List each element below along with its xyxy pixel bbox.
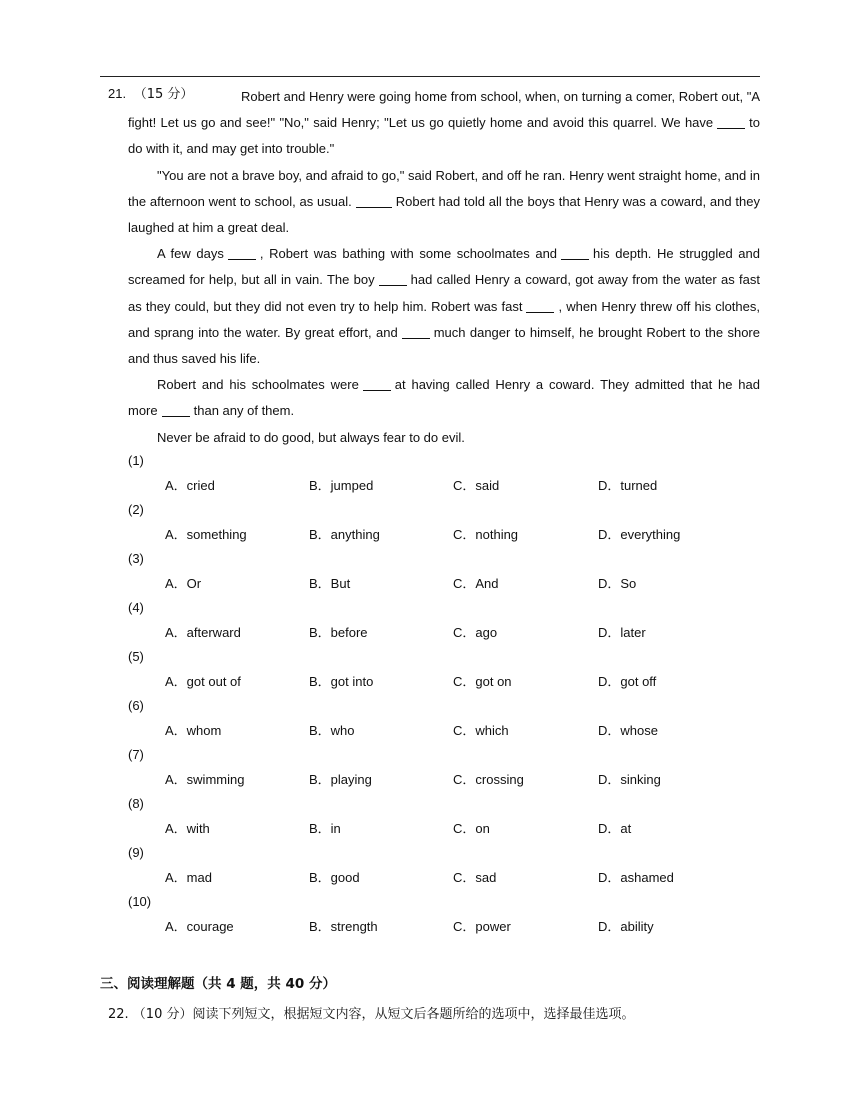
option-row	[128, 522, 760, 547]
option-c[interactable]: C．got on	[453, 674, 512, 689]
option-d[interactable]: D．sinking	[598, 772, 661, 787]
blank-2	[717, 116, 745, 129]
question-number: 21.	[108, 86, 127, 101]
option-c[interactable]: C．said	[453, 478, 500, 493]
option-d[interactable]: D．ability	[598, 919, 654, 934]
option-b[interactable]: B．But	[309, 576, 351, 591]
top-rule	[100, 76, 760, 77]
option-d[interactable]: D．So	[598, 576, 637, 591]
option-a[interactable]: A．cried	[165, 478, 215, 493]
option-row	[128, 571, 760, 596]
option-c[interactable]: C．ago	[453, 625, 498, 640]
option-a[interactable]: A．something	[165, 527, 247, 542]
option-row	[128, 473, 760, 498]
option-number: (8)	[128, 796, 144, 811]
option-b[interactable]: B．playing	[309, 772, 372, 787]
option-number: (3)	[128, 551, 144, 566]
blank-9	[363, 378, 391, 391]
blank-8	[402, 326, 430, 339]
option-c[interactable]: C．crossing	[453, 772, 524, 787]
options-list	[128, 449, 760, 939]
option-number: (4)	[128, 600, 144, 615]
paragraph-3: A few days , Robert was bathing with some schoolmates and his depth. He struggled and screamed for help, but all in vain. The boy had called Henry a coward, got away from the water as fast as they could, but they did not even try to help him. Robert was fast , when Henry threw off his clothes, and sprang into the water. By great effort, and much danger to himself, he brought Robert to the shore and thus saved his life.	[128, 246, 760, 367]
option-c[interactable]: C．nothing	[453, 527, 519, 542]
paragraph-2: "You are not a brave boy, and afraid to go," said Robert, and off he ran. Henry went straight home, and in the afternoon went to school, as usual. Robert had told all the boys that Henry was a coward, and they laughed at him a great deal.	[128, 167, 760, 236]
option-c[interactable]: C．which	[453, 723, 509, 738]
option-number: (5)	[128, 649, 144, 664]
option-row	[128, 669, 760, 694]
cloze-passage	[128, 84, 760, 451]
blank-7	[526, 300, 554, 313]
section-title: 三、阅读理解题（共 4 题，共 40 分）	[100, 976, 336, 992]
option-d[interactable]: D．turned	[598, 478, 658, 493]
option-row	[128, 816, 760, 841]
option-row	[128, 718, 760, 743]
option-b[interactable]: B．jumped	[309, 478, 374, 493]
blank-6	[379, 273, 407, 286]
option-a[interactable]: A．swimming	[165, 772, 245, 787]
option-number: (7)	[128, 747, 144, 762]
paragraph-4: Robert and his schoolmates were at having called Henry a coward. They admitted that he had more than any of them.	[128, 377, 760, 419]
option-b[interactable]: B．anything	[309, 527, 380, 542]
blank-3	[356, 195, 392, 208]
question-22-instruction: 22. （10 分）阅读下列短文，根据短文内容，从短文后各题所给的选项中，选择最佳选项。	[108, 1007, 635, 1022]
paragraph-5: Never be afraid to do good, but always fear to do evil.	[157, 429, 465, 445]
option-row	[128, 865, 760, 890]
option-d[interactable]: D．whose	[598, 723, 658, 738]
option-d[interactable]: D．got off	[598, 674, 657, 689]
option-b[interactable]: B．got into	[309, 674, 374, 689]
option-number: (1)	[128, 453, 144, 468]
option-c[interactable]: C．on	[453, 821, 490, 836]
option-a[interactable]: A．afterward	[165, 625, 241, 640]
option-b[interactable]: B．strength	[309, 919, 378, 934]
option-number: (9)	[128, 845, 144, 860]
option-c[interactable]: C．power	[453, 919, 511, 934]
option-b[interactable]: B．in	[309, 821, 341, 836]
question-score: （15 分）	[133, 87, 194, 102]
option-b[interactable]: B．before	[309, 625, 368, 640]
option-a[interactable]: A．mad	[165, 870, 212, 885]
option-row	[128, 914, 760, 939]
option-number: (6)	[128, 698, 144, 713]
option-number: (10)	[128, 894, 152, 909]
paragraph-1: Robert and Henry were going home from school, when, on turning a comer, Robert out, "A fight! Let us go and see!" "No," said Henry; "Let us go quietly home and avoid this quarrel. We have to do with it, and may get into trouble."	[128, 89, 760, 157]
blank-10	[162, 404, 190, 417]
option-b[interactable]: B．who	[309, 723, 355, 738]
blank-4	[228, 247, 256, 260]
option-d[interactable]: D．everything	[598, 527, 681, 542]
option-b[interactable]: B．good	[309, 870, 360, 885]
option-c[interactable]: C．And	[453, 576, 499, 591]
option-d[interactable]: D．later	[598, 625, 646, 640]
option-c[interactable]: C．sad	[453, 870, 497, 885]
option-a[interactable]: A．courage	[165, 919, 234, 934]
option-a[interactable]: A．with	[165, 821, 210, 836]
option-a[interactable]: A．whom	[165, 723, 222, 738]
option-number: (2)	[128, 502, 144, 517]
option-row	[128, 767, 760, 792]
option-d[interactable]: D．ashamed	[598, 870, 674, 885]
option-row	[128, 620, 760, 645]
blank-5	[561, 247, 589, 260]
option-d[interactable]: D．at	[598, 821, 632, 836]
option-a[interactable]: A．Or	[165, 576, 202, 591]
option-a[interactable]: A．got out of	[165, 674, 241, 689]
